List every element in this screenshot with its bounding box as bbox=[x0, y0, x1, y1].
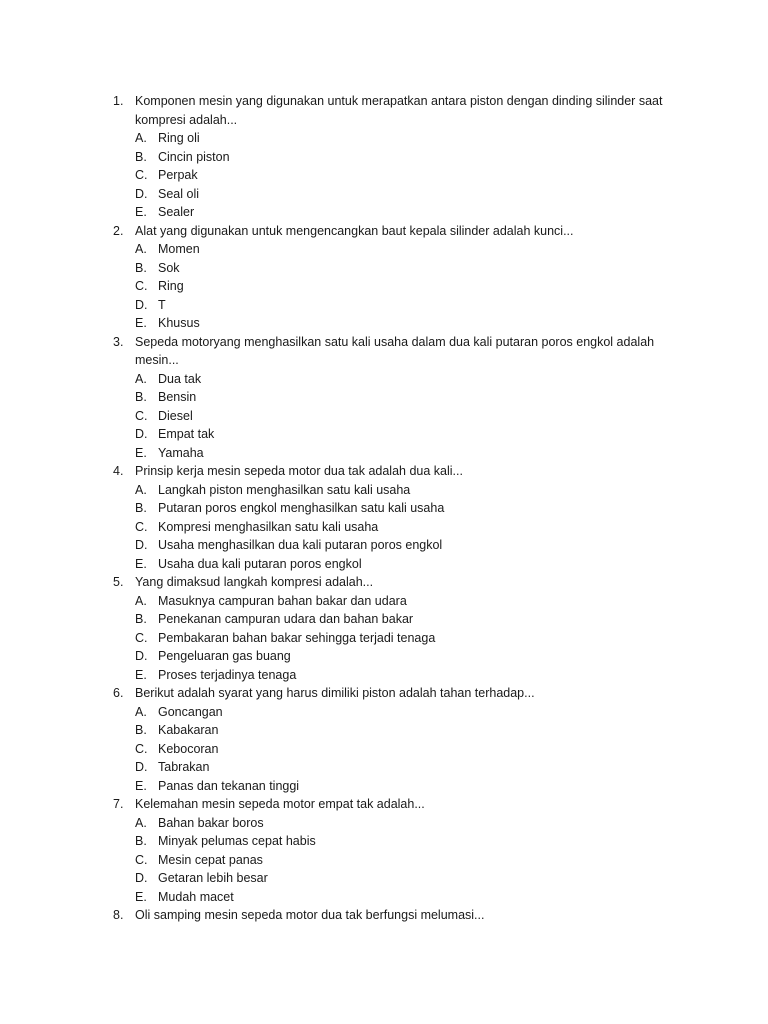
option-letter: A. bbox=[135, 371, 147, 386]
option-a bbox=[135, 240, 673, 259]
question-number: 5. bbox=[113, 575, 124, 589]
option-d bbox=[135, 185, 673, 204]
option-c bbox=[135, 740, 673, 759]
option-text: Kompresi menghasilkan satu kali usaha bbox=[158, 519, 379, 534]
option-letter: B. bbox=[135, 612, 147, 626]
question-row bbox=[113, 92, 673, 129]
question-row bbox=[113, 795, 673, 814]
question-number: 2. bbox=[113, 223, 124, 238]
option-letter: D. bbox=[135, 649, 148, 663]
option-b bbox=[135, 499, 673, 518]
option-letter: E. bbox=[135, 667, 147, 682]
option-text: Proses terjadinya tenaga bbox=[158, 667, 297, 682]
question-5 bbox=[113, 573, 673, 684]
question-number: 6. bbox=[113, 686, 124, 700]
question-row bbox=[113, 573, 673, 592]
option-text: Sok bbox=[158, 260, 180, 275]
question-7 bbox=[113, 795, 673, 906]
option-letter: B. bbox=[135, 149, 147, 164]
question-number: 8. bbox=[113, 908, 124, 922]
option-letter: D. bbox=[135, 760, 148, 774]
option-text: Khusus bbox=[158, 316, 200, 330]
option-text: Ring bbox=[158, 279, 184, 293]
question-4 bbox=[113, 462, 673, 573]
option-letter: A. bbox=[135, 593, 147, 608]
option-c bbox=[135, 518, 673, 537]
option-letter: B. bbox=[135, 260, 147, 275]
option-text: Pembakaran bahan bakar sehingga terjadi tenaga bbox=[158, 630, 436, 645]
option-text: T bbox=[158, 297, 166, 312]
question-row bbox=[113, 906, 673, 925]
option-letter: A. bbox=[135, 815, 147, 830]
question-text: Kelemahan mesin sepeda motor empat tak adalah... bbox=[135, 797, 425, 811]
option-text: Cincin piston bbox=[158, 149, 230, 164]
option-letter: C. bbox=[135, 519, 148, 534]
option-letter: D. bbox=[135, 871, 148, 885]
option-e bbox=[135, 203, 673, 222]
option-text: Pengeluaran gas buang bbox=[158, 649, 291, 663]
option-e bbox=[135, 555, 673, 574]
option-c bbox=[135, 851, 673, 870]
option-text: Kebocoran bbox=[158, 741, 219, 756]
option-e bbox=[135, 666, 673, 685]
option-letter: E. bbox=[135, 445, 147, 460]
option-a bbox=[135, 703, 673, 722]
option-letter: A. bbox=[135, 242, 147, 256]
option-letter: B. bbox=[135, 834, 147, 848]
option-text: Seal oli bbox=[158, 186, 199, 201]
option-letter: C. bbox=[135, 630, 148, 645]
option-text: Diesel bbox=[158, 408, 193, 423]
option-letter: A. bbox=[135, 131, 147, 145]
question-list bbox=[113, 92, 673, 925]
option-d bbox=[135, 296, 673, 315]
option-text: Usaha menghasilkan dua kali putaran poros engkol bbox=[158, 538, 443, 552]
question-text: Alat yang digunakan untuk mengencangkan baut kepala silinder adalah kunci... bbox=[135, 223, 574, 238]
question-row bbox=[113, 222, 673, 241]
option-text: Usaha dua kali putaran poros engkol bbox=[158, 556, 362, 571]
option-letter: B. bbox=[135, 501, 147, 515]
option-d bbox=[135, 425, 673, 444]
option-text: Sealer bbox=[158, 205, 195, 219]
option-text: Momen bbox=[158, 242, 200, 256]
question-text: Komponen mesin yang digunakan untuk merapatkan antara piston dengan dinding silinder saat kompresi adalah... bbox=[135, 94, 663, 127]
option-text: Yamaha bbox=[158, 445, 204, 460]
option-c bbox=[135, 407, 673, 426]
option-a bbox=[135, 814, 673, 833]
option-letter: A. bbox=[135, 482, 147, 497]
question-text: Berikut adalah syarat yang harus dimiliki piston adalah tahan terhadap... bbox=[135, 686, 535, 700]
option-letter: A. bbox=[135, 704, 147, 719]
option-b bbox=[135, 148, 673, 167]
option-a bbox=[135, 592, 673, 611]
question-1 bbox=[113, 92, 673, 222]
option-letter: D. bbox=[135, 297, 148, 312]
option-letter: C. bbox=[135, 741, 148, 756]
option-letter: B. bbox=[135, 723, 147, 737]
option-text: Langkah piston menghasilkan satu kali usaha bbox=[158, 482, 411, 497]
option-letter: C. bbox=[135, 279, 148, 293]
option-c bbox=[135, 277, 673, 296]
option-b bbox=[135, 832, 673, 851]
option-letter: E. bbox=[135, 778, 147, 793]
option-a bbox=[135, 370, 673, 389]
option-e bbox=[135, 444, 673, 463]
option-c bbox=[135, 629, 673, 648]
option-letter: C. bbox=[135, 408, 148, 423]
option-d bbox=[135, 536, 673, 555]
option-b bbox=[135, 721, 673, 740]
option-text: Minyak pelumas cepat habis bbox=[158, 834, 316, 848]
option-text: Perpak bbox=[158, 168, 198, 182]
question-number: 3. bbox=[113, 334, 124, 349]
question-number: 1. bbox=[113, 94, 124, 108]
option-c bbox=[135, 166, 673, 185]
option-e bbox=[135, 777, 673, 796]
question-2 bbox=[113, 222, 673, 333]
option-letter: D. bbox=[135, 186, 148, 201]
question-text: Oli samping mesin sepeda motor dua tak berfungsi melumasi... bbox=[135, 908, 485, 922]
option-list bbox=[113, 592, 673, 685]
option-text: Empat tak bbox=[158, 427, 215, 441]
option-list bbox=[113, 703, 673, 796]
question-row bbox=[113, 684, 673, 703]
option-text: Penekanan campuran udara dan bahan bakar bbox=[158, 612, 414, 626]
question-row bbox=[113, 462, 673, 481]
option-letter: E. bbox=[135, 316, 147, 330]
option-list bbox=[113, 814, 673, 907]
option-text: Bahan bakar boros bbox=[158, 815, 264, 830]
option-text: Dua tak bbox=[158, 371, 202, 386]
option-e bbox=[135, 314, 673, 333]
option-b bbox=[135, 259, 673, 278]
question-number: 4. bbox=[113, 464, 124, 478]
option-a bbox=[135, 129, 673, 148]
option-b bbox=[135, 610, 673, 629]
option-text: Getaran lebih besar bbox=[158, 871, 268, 885]
option-list bbox=[113, 240, 673, 333]
option-text: Masuknya campuran bahan bakar dan udara bbox=[158, 593, 407, 608]
option-b bbox=[135, 388, 673, 407]
option-text: Panas dan tekanan tinggi bbox=[158, 778, 300, 793]
option-text: Bensin bbox=[158, 390, 197, 404]
option-letter: E. bbox=[135, 889, 147, 904]
question-number: 7. bbox=[113, 797, 124, 811]
option-letter: E. bbox=[135, 556, 147, 571]
option-d bbox=[135, 869, 673, 888]
option-a bbox=[135, 481, 673, 500]
question-text: Sepeda motoryang menghasilkan satu kali usaha dalam dua kali putaran poros engkol adalah mesin... bbox=[135, 334, 655, 367]
option-letter: C. bbox=[135, 168, 148, 182]
option-text: Mesin cepat panas bbox=[158, 852, 263, 867]
question-text: Prinsip kerja mesin sepeda motor dua tak adalah dua kali... bbox=[135, 464, 463, 478]
option-letter: B. bbox=[135, 390, 147, 404]
option-text: Tabrakan bbox=[158, 760, 210, 774]
question-text: Yang dimaksud langkah kompresi adalah... bbox=[135, 575, 374, 589]
option-list bbox=[113, 481, 673, 574]
option-letter: C. bbox=[135, 852, 148, 867]
option-e bbox=[135, 888, 673, 907]
question-6 bbox=[113, 684, 673, 795]
option-text: Putaran poros engkol menghasilkan satu kali usaha bbox=[158, 501, 445, 515]
option-text: Kabakaran bbox=[158, 723, 219, 737]
question-8 bbox=[113, 906, 673, 925]
option-list bbox=[113, 129, 673, 222]
option-text: Goncangan bbox=[158, 704, 223, 719]
option-letter: E. bbox=[135, 205, 147, 219]
option-list bbox=[113, 370, 673, 463]
option-letter: D. bbox=[135, 427, 148, 441]
question-row bbox=[113, 333, 673, 370]
option-d bbox=[135, 647, 673, 666]
option-d bbox=[135, 758, 673, 777]
question-3 bbox=[113, 333, 673, 463]
option-text: Mudah macet bbox=[158, 889, 234, 904]
option-text: Ring oli bbox=[158, 131, 200, 145]
option-letter: D. bbox=[135, 538, 148, 552]
